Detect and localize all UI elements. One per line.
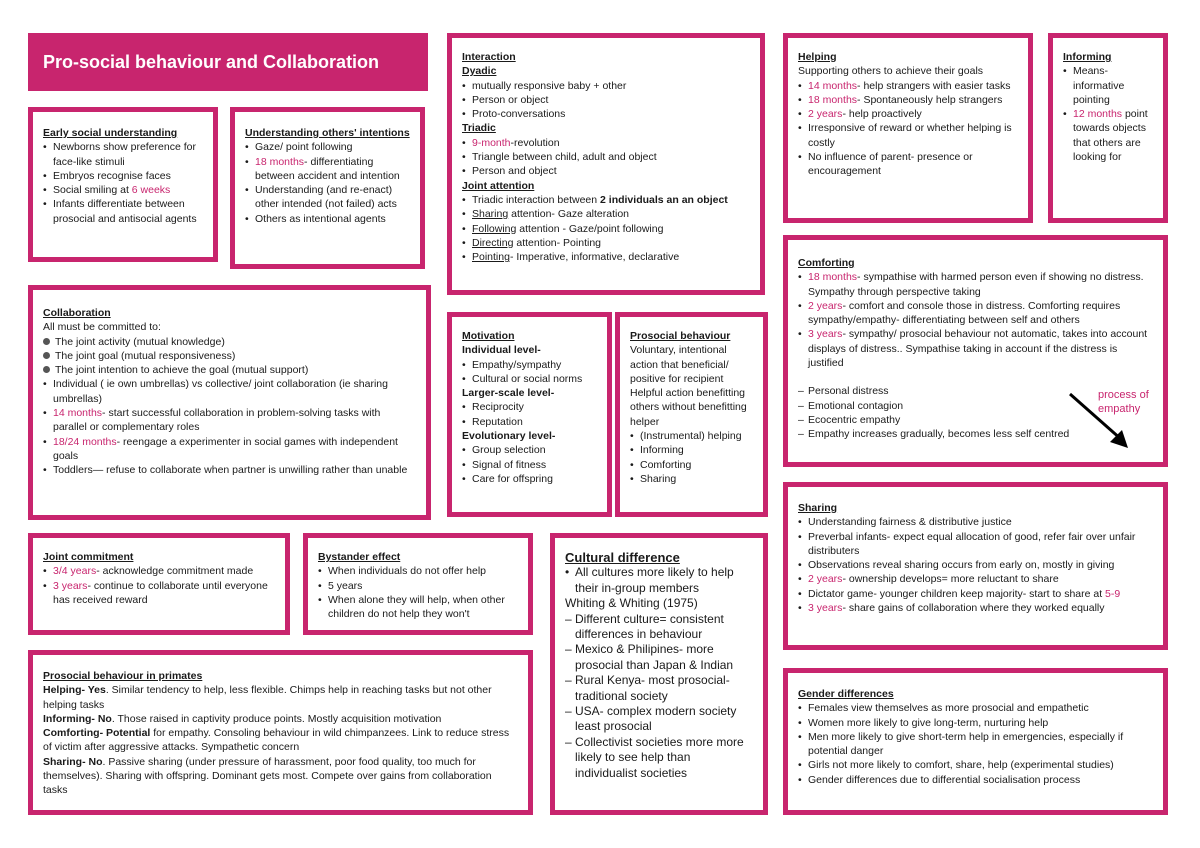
larger-level-heading: Larger-scale level- xyxy=(462,387,555,400)
early-item: • Infants differentiate between prosocial and antisocial agents xyxy=(43,197,203,226)
sharing-item: • Observations reveal sharing occurs from early on, mostly in giving xyxy=(798,558,1153,572)
comforting-item: • 3 years- sympathy/ prosocial behaviour not automatic, takes into account displays of distress.. Sympathise taking in account if the distress is justified xyxy=(798,327,1153,370)
understanding-intentions-box xyxy=(230,107,425,269)
others-item: • Others as intentional agents xyxy=(245,212,410,226)
cultural-reference: Whiting & Whiting (1975) xyxy=(565,596,698,611)
collab-circle-item: The joint goal (mutual responsiveness) xyxy=(43,349,416,363)
gender-differences-box xyxy=(783,668,1168,815)
early-social-understanding-box xyxy=(28,107,218,262)
joint-commitment-item: • 3/4 years- acknowledge commitment made xyxy=(43,564,275,578)
arrow-down-right-icon xyxy=(1066,390,1136,452)
comforting-box xyxy=(783,235,1168,467)
triadic-item: • 9-month-revolution xyxy=(462,136,750,150)
joint-attention-heading: Joint attention xyxy=(462,179,535,192)
helping-item: • Irresponsive of reward or whether helping is costly xyxy=(798,121,1018,150)
helping-heading: Helping xyxy=(798,51,837,63)
motivation-item: • Reputation xyxy=(462,415,597,429)
bystander-effect-box xyxy=(303,533,533,635)
informing-box xyxy=(1048,33,1168,223)
individual-level-heading: Individual level- xyxy=(462,344,541,357)
motivation-item: • Care for offspring xyxy=(462,472,597,486)
prosocial-item: • Sharing xyxy=(630,472,753,486)
page-title: Pro-social behaviour and Collaboration xyxy=(43,51,380,72)
helping-intro: Supporting others to achieve their goals xyxy=(798,65,984,78)
joint-attention-item: • Triadic interaction between 2 individuals an an object xyxy=(462,193,750,207)
gender-item: • Women more likely to give long-term, nurturing help xyxy=(798,716,1153,730)
motivation-item: • Empathy/sympathy xyxy=(462,358,597,372)
collaboration-box xyxy=(28,285,431,520)
sharing-item: • 3 years- share gains of collaboration where they worked equally xyxy=(798,601,1153,615)
gender-item: • Females view themselves as more prosocial and empathetic xyxy=(798,701,1153,715)
prosocial-item: • (Instrumental) helping xyxy=(630,429,753,443)
primates-sharing: Sharing- No. Passive sharing (under pressure of harassment, poor food quality, too much for themselves). Sharing with offspring. Dominant gets most. Compete over gains from collaboration tasks xyxy=(43,755,492,797)
empathy-stage-item: – Empathy increases gradually, becomes less self centred xyxy=(798,427,1153,441)
prosocial-item: • Informing xyxy=(630,443,753,457)
comforting-item: • 18 months- sympathise with harmed person even if showing no distress. Sympathy through perspective taking xyxy=(798,270,1153,299)
cultural-heading: Cultural difference xyxy=(565,550,680,565)
informing-item: • 12 months point towards objects that others are looking for xyxy=(1063,107,1153,164)
empathy-stage-item: – Emotional contagion xyxy=(798,399,1153,413)
sharing-item: • 2 years- ownership develops= more reluctant to share xyxy=(798,572,1153,586)
sharing-heading: Sharing xyxy=(798,502,838,514)
evolutionary-level-heading: Evolutionary level- xyxy=(462,430,556,443)
others-item: • Gaze/ point following xyxy=(245,140,410,154)
joint-commitment-heading: Joint commitment xyxy=(43,551,134,563)
cultural-difference-box xyxy=(550,533,768,815)
helping-item: • 2 years- help proactively xyxy=(798,107,1018,121)
joint-attention-item: • Sharing attention- Gaze alteration xyxy=(462,207,750,221)
motivation-box xyxy=(447,312,612,517)
interaction-heading: Interaction xyxy=(462,51,516,63)
cultural-dash-item: – Collectivist societies more more likely to see help than individualist societies xyxy=(565,735,753,781)
motivation-item: • Signal of fitness xyxy=(462,458,597,472)
bystander-item: • 5 years xyxy=(318,579,518,593)
others-heading: Understanding others' intentions xyxy=(245,127,410,139)
informing-heading: Informing xyxy=(1063,51,1112,63)
triadic-item: • Person and object xyxy=(462,164,750,178)
collab-circle-item: The joint intention to achieve the goal (mutual support) xyxy=(43,363,416,377)
dyadic-item: • Person or object xyxy=(462,93,750,107)
interaction-box xyxy=(447,33,765,295)
gender-item: • Girls not more likely to comfort, share, help (experimental studies) xyxy=(798,758,1153,772)
empathy-stage-item: – Ecocentric empathy xyxy=(798,413,1153,427)
sharing-item: • Understanding fairness & distributive justice xyxy=(798,515,1153,529)
collab-item: • Individual ( ie own umbrellas) vs collective/ joint collaboration (ie sharing umbrellas) xyxy=(43,377,416,406)
collab-item: • 14 months- start successful collaboration in problem-solving tasks with parallel or complementary roles xyxy=(43,406,416,435)
comforting-item: • 2 years- comfort and console those in distress. Comforting requires sympathy/empathy- differentiating between self and others xyxy=(798,299,1153,328)
helping-item: • 14 months- help strangers with easier tasks xyxy=(798,79,1018,93)
prosocial-item: • Comforting xyxy=(630,458,753,472)
joint-attention-item: • Directing attention- Pointing xyxy=(462,236,750,250)
primates-box xyxy=(28,650,533,815)
triadic-heading: Triadic xyxy=(462,122,496,135)
early-item: • Embryos recognise faces xyxy=(43,169,203,183)
primates-heading: Prosocial behaviour in primates xyxy=(43,670,203,682)
motivation-heading: Motivation xyxy=(462,330,515,342)
joint-attention-item: • Following attention - Gaze/point following xyxy=(462,222,750,236)
others-item: • Understanding (and re-enact) other intended (not failed) acts xyxy=(245,183,410,212)
collab-circle-item: The joint activity (mutual knowledge) xyxy=(43,335,416,349)
dyadic-item: • Proto-conversations xyxy=(462,107,750,121)
comforting-heading: Comforting xyxy=(798,257,855,269)
prosocial-definition: Voluntary, intentional action that beneficial/ positive for recipient Helpful action benefitting others without benefitting helper xyxy=(630,344,747,428)
dyadic-heading: Dyadic xyxy=(462,65,497,78)
triadic-item: • Triangle between child, adult and object xyxy=(462,150,750,164)
early-item: • Social smiling at 6 weeks xyxy=(43,183,203,197)
joint-attention-item: • Pointing- Imperative, informative, declarative xyxy=(462,250,750,264)
cultural-dash-item: – Different culture= consistent differences in behaviour xyxy=(565,612,753,643)
collab-item: • Toddlers— refuse to collaborate when partner is unwilling rather than unable xyxy=(43,463,416,477)
helping-item: • 18 months- Spontaneously help strangers xyxy=(798,93,1018,107)
cultural-item: • All cultures more likely to help their in-group members xyxy=(565,565,753,596)
empathy-stage-item: – Personal distress xyxy=(798,384,1153,398)
motivation-item: • Cultural or social norms xyxy=(462,372,597,386)
page-title-box xyxy=(28,33,428,91)
prosocial-heading: Prosocial behaviour xyxy=(630,330,731,342)
early-item: • Newborns show preference for face-like stimuli xyxy=(43,140,203,169)
sharing-item: • Dictator game- younger children keep majority- start to share at 5-9 xyxy=(798,587,1153,601)
primates-helping: Helping- Yes. Similar tendency to help, less flexible. Chimps help in reaching tasks but not other helping tasks xyxy=(43,684,492,711)
collab-item: • 18/24 months- reengage a experimenter in social games with independent goals xyxy=(43,435,416,464)
gender-heading: Gender differences xyxy=(798,688,894,700)
process-of-empathy-label: process of empathy xyxy=(1098,389,1149,415)
cultural-dash-item: – Mexico & Philipines- more prosocial than Japan & Indian xyxy=(565,642,753,673)
prosocial-behaviour-box xyxy=(615,312,768,517)
sharing-box xyxy=(783,482,1168,650)
cultural-dash-item: – USA- complex modern society least prosocial xyxy=(565,704,753,735)
others-item: • 18 months- differentiating between accident and intention xyxy=(245,155,410,184)
collab-heading: Collaboration xyxy=(43,307,111,319)
dyadic-item: • mutually responsive baby + other xyxy=(462,79,750,93)
bystander-item: • When individuals do not offer help xyxy=(318,564,518,578)
joint-commitment-box xyxy=(28,533,290,635)
bystander-item: • When alone they will help, when other children do not help they won't xyxy=(318,593,518,622)
sharing-item: • Preverbal infants- expect equal allocation of good, refer fair over unfair distributers xyxy=(798,530,1153,559)
helping-box xyxy=(783,33,1033,223)
motivation-item: • Reciprocity xyxy=(462,400,597,414)
primates-informing: Informing- No. Those raised in captivity produce points. Mostly acquisition motivation xyxy=(43,712,442,725)
cultural-dash-item: – Rural Kenya- most prosocial- traditional society xyxy=(565,673,753,704)
gender-item: • Gender differences due to differential socialisation process xyxy=(798,773,1153,787)
informing-item: • Means- informative pointing xyxy=(1063,64,1153,107)
motivation-item: • Group selection xyxy=(462,443,597,457)
bystander-heading: Bystander effect xyxy=(318,551,401,563)
primates-comforting: Comforting- Potential for empathy. Consoling behaviour in wild chimpanzees. Link to reduce stress of victim after aggressive attacks. Sympathetic concern xyxy=(43,727,510,754)
joint-commitment-item: • 3 years- continue to collaborate until everyone has received reward xyxy=(43,579,275,608)
helping-item: • No influence of parent- presence or encouragement xyxy=(798,150,1018,179)
collab-intro: All must be committed to: xyxy=(43,321,161,334)
early-heading: Early social understanding xyxy=(43,127,178,139)
gender-item: • Men more likely to give short-term help in emergencies, especially if potential danger xyxy=(798,730,1153,759)
